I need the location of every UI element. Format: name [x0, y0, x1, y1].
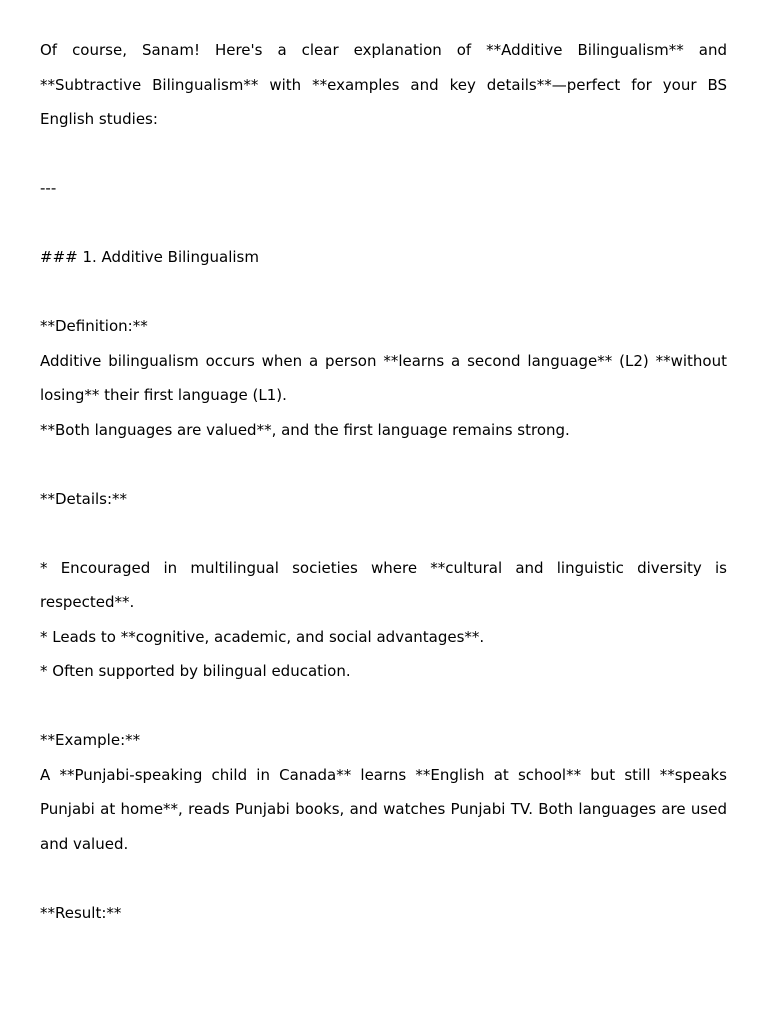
- blank-line: [40, 861, 727, 896]
- document-body: [40, 33, 727, 930]
- separator-line: ---: [40, 179, 57, 197]
- definition-text: Additive bilingualism occurs when a person **learns a second language** (L2) **without losing** their first language (L1).: [40, 351, 727, 404]
- details-label: **Details:**: [40, 489, 128, 508]
- intro-paragraph: Of course, Sanam! Here's a clear explanation of **Additive Bilingualism** and **Subtractive Bilingualism** with **examples and key details**—perfect for your BS English studies:: [40, 41, 727, 128]
- blank-line: [40, 447, 727, 482]
- blank-line: [40, 206, 727, 241]
- blank-line: [40, 516, 727, 551]
- details-item: * Often supported by bilingual education.: [40, 662, 351, 680]
- definition-note: **Both languages are valued**, and the first language remains strong.: [40, 420, 570, 439]
- details-item: * Leads to **cognitive, academic, and social advantages**.: [40, 627, 485, 646]
- blank-line: [40, 275, 727, 310]
- section-heading: ### 1. Additive Bilingualism: [40, 248, 259, 266]
- definition-label: **Definition:**: [40, 317, 148, 335]
- example-text: A **Punjabi-speaking child in Canada** learns **English at school** but still **speaks Punjabi at home**, reads Punjabi books, and watches Punjabi TV. Both languages are used and valued.: [40, 765, 727, 853]
- blank-line: [40, 137, 727, 172]
- details-item: * Encouraged in multilingual societies where **cultural and linguistic diversity is respected**.: [40, 558, 727, 611]
- example-label: **Example:**: [40, 731, 141, 749]
- blank-line: [40, 689, 727, 724]
- result-label: **Result:**: [40, 903, 122, 922]
